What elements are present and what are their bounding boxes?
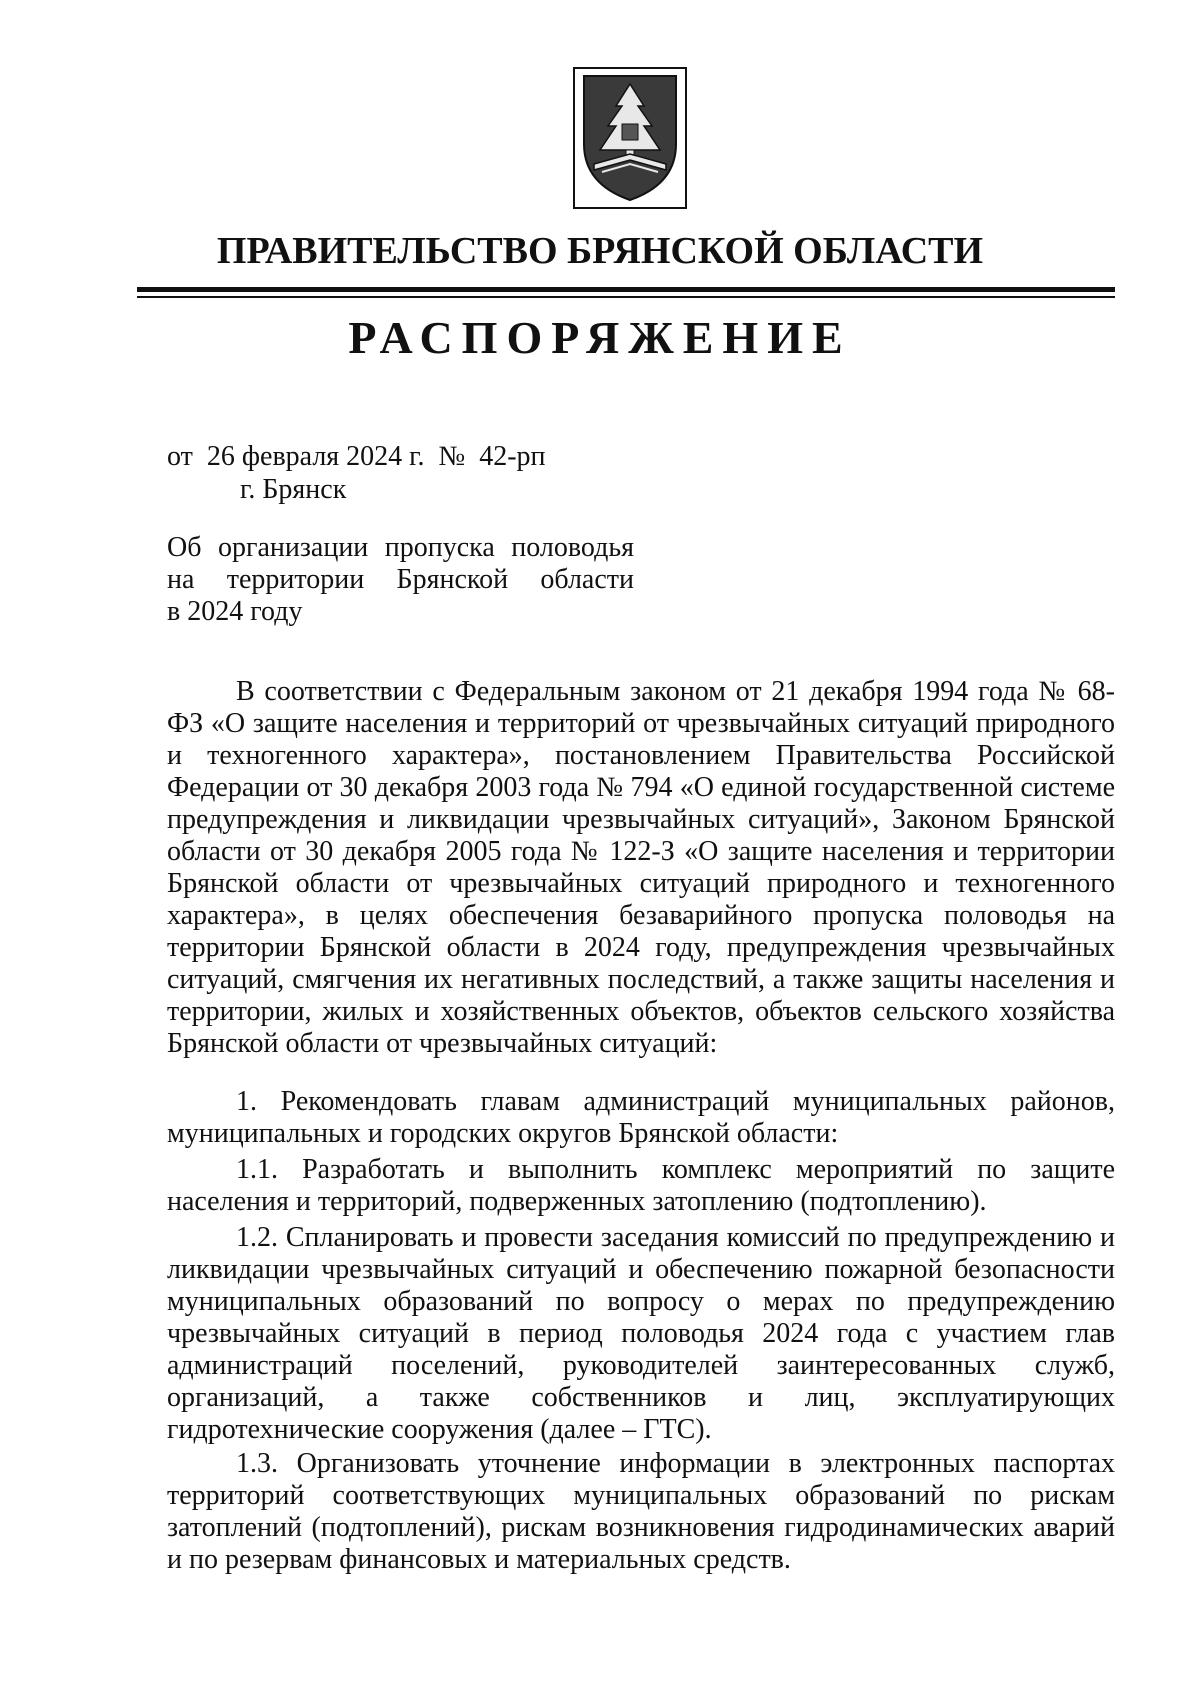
- preamble-text: В соответствии с Федеральным законом от 21 декабря 1994 года № 68-ФЗ «О защите населения и территорий от чрезвычайных ситуаций природного и техногенного характера», постановлением Правительства Российской Федерации от 30 декабря 2003 года № 794 «О единой государственной системе предупреждения и ликвидации чрезвычайных ситуаций», Законом Брянской области от 30 декабря 2005 года № 122-З «О защите населения и территории Брянской области от чрезвычайных ситуаций природного и техногенного характера», в целях обеспечения безаварийного пропуска половодья на территории Брянской области в 2024 году, предупреждения чрезвычайных ситуаций, смягчения их негативных последствий, а также защиты населения и территории, жилых и хозяйственных объектов, объектов сельского хозяйства Брянской области от чрезвычайных ситуаций:: [167, 676, 1115, 1059]
- item-1-2-paragraph: [167, 1222, 1115, 1446]
- city: г. Брянск: [240, 474, 347, 505]
- item-1-text: 1. Рекомендовать главам администраций муниципальных районов, муниципальных и городских округов Брянской области:: [167, 1086, 1115, 1149]
- item-1-3-text: 1.3. Организовать уточнение информации в электронных паспортах территорий соответствующих муниципальных образований по рискам затоплений (подтоплений), рискам возникновения гидродинамических аварий и по резервам финансовых и материальных средств.: [167, 1448, 1115, 1575]
- item-1-1-text: 1.1. Разработать и выполнить комплекс мероприятий по защите населения и территорий, подверженных затоплению (подтоплению).: [167, 1154, 1115, 1217]
- item-1-paragraph: [167, 1086, 1115, 1150]
- date-and-number: от 26 февраля 2024 г. № 42-рп: [167, 441, 546, 472]
- item-1-1-paragraph: [167, 1154, 1115, 1218]
- header-rule-thick: [137, 287, 1115, 292]
- item-1-2-text: 1.2. Спланировать и провести заседания комиссий по предупреждению и ликвидации чрезвычайных ситуаций и обеспечению пожарной безопасности муниципальных образований по вопросу о мерах по предупреждению чрезвычайных ситуаций в период половодья 2024 года с участием глав администраций поселений, руководителей заинтересованных служб, организаций, а также собственников и лиц, эксплуатирующих гидротехнические сооружения (далее – ГТС).: [167, 1222, 1115, 1445]
- subject-line: Об организации пропуска половодья: [167, 532, 634, 563]
- authority-title: ПРАВИТЕЛЬСТВО БРЯНСКОЙ ОБЛАСТИ: [216, 230, 984, 272]
- document-type: РАСПОРЯЖЕНИЕ: [348, 312, 852, 363]
- subject-line: на территории Брянской области: [167, 564, 634, 595]
- document-subject: [167, 532, 634, 628]
- preamble-paragraph: [167, 676, 1115, 1060]
- header-rule-thin: [137, 296, 1115, 298]
- item-1-3-paragraph: [167, 1448, 1115, 1576]
- subject-line: в 2024 году: [167, 596, 303, 627]
- bryansk-coat-of-arms-icon: [572, 66, 688, 210]
